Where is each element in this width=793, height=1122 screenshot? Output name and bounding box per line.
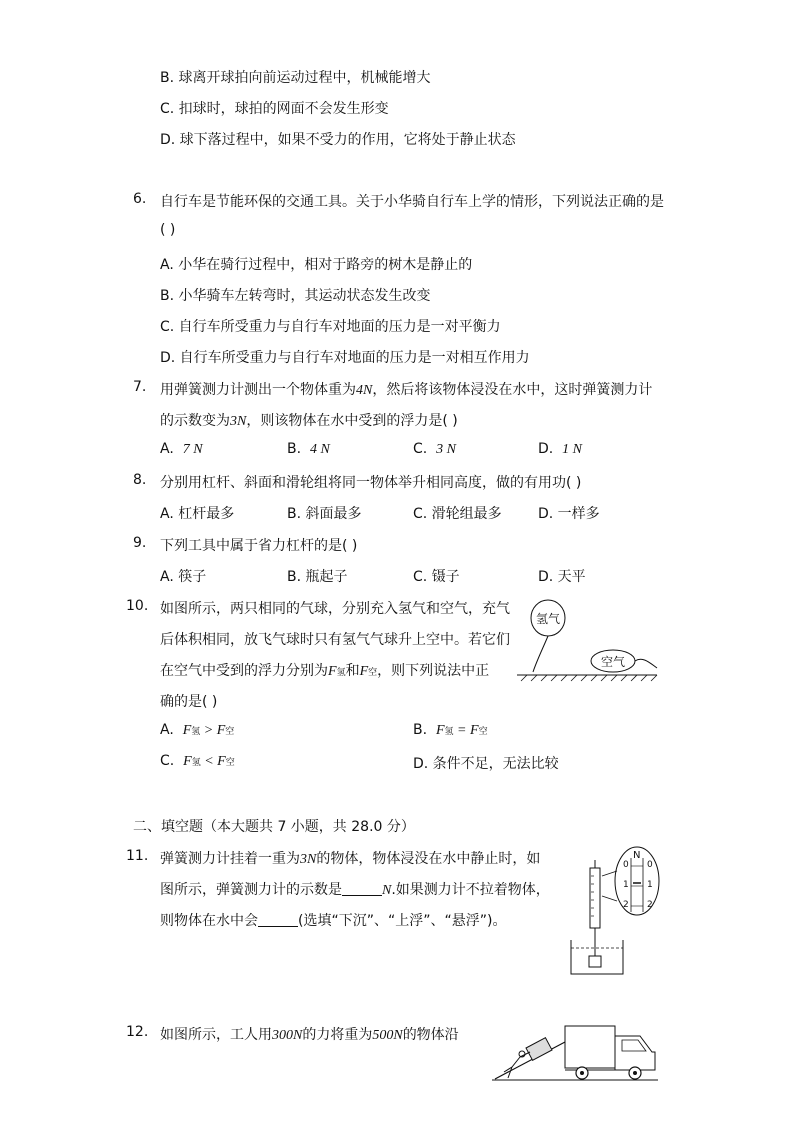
q9-number: 9. (133, 535, 147, 551)
q7-option-d: D. 1 N (538, 441, 582, 457)
q7-option-b: B. 4 N (287, 441, 330, 457)
truck-cargo (565, 1026, 615, 1068)
ground-hatching (521, 675, 657, 681)
air-balloon-string (635, 659, 657, 668)
air-label: 空气 (601, 655, 626, 669)
q10-stem-line1: 如图所示，两只相同的气球，分别充入氢气和空气，充气 (160, 601, 510, 617)
q10-stem-line4: 确的是( ) (160, 694, 218, 710)
submerged-object (589, 956, 601, 967)
q5-option-d: D. 球下落过程中，如果不受力的作用，它将处于静止状态 (160, 132, 516, 148)
q10-option-a: A. F氢 > F空 (160, 722, 235, 738)
q9-option-d: D. 天平 (538, 569, 586, 585)
truck-cab (615, 1036, 655, 1070)
q8-option-d: D. 一样多 (538, 506, 600, 522)
q8-option-a: A. 杠杆最多 (160, 506, 235, 522)
q10-option-d: D. 条件不足，无法比较 (413, 756, 559, 772)
q10-option-c: C. F氢 < F空 (160, 753, 235, 769)
q11-number: 11. (126, 848, 149, 864)
q7-stem-line2: 的示数变为3N，则该物体在水中受到的浮力是( ) (160, 413, 458, 429)
q5-option-b: B. 球离开球拍向前运动过程中，机械能增大 (160, 70, 431, 86)
scale-tick-0-right: 0 (647, 860, 653, 870)
q6-option-a: A. 小华在骑行过程中，相对于路旁的树木是静止的 (160, 257, 473, 273)
worker (504, 1051, 530, 1078)
q7-option-a: A. 7 N (160, 441, 203, 457)
scale-tick-1-right: 1 (647, 880, 653, 890)
q7-number: 7. (133, 379, 147, 395)
q5-option-c: C. 扣球时，球拍的网面不会发生形变 (160, 101, 389, 117)
q6-number: 6. (133, 191, 147, 207)
q8-stem: 分别用杠杆、斜面和滑轮组将同一物体举升相同高度，做的有用功( ) (160, 475, 582, 491)
q9-option-b: B. 瓶起子 (287, 569, 348, 585)
q9-stem: 下列工具中属于省力杠杆的是( ) (160, 538, 358, 554)
q6-option-c: C. 自行车所受重力与自行车对地面的压力是一对平衡力 (160, 319, 501, 335)
q9-option-c: C. 镊子 (413, 569, 460, 585)
hydrogen-label: 氢气 (536, 612, 561, 626)
q6-stem-line1: 自行车是节能环保的交通工具。关于小华骑自行车上学的情形，下列说法正确的是 (160, 194, 664, 210)
q11-stem-line3: 则物体在水中会 (选填“下沉”、“上浮”、“悬浮”)。 (160, 913, 507, 929)
q10-option-b: B. F氢 = F空 (413, 722, 488, 738)
load-box (526, 1038, 552, 1061)
q10-stem-line2: 后体积相同，放飞气球时只有氢气气球升上空中。若它们 (160, 632, 510, 648)
q12-stem-line1: 如图所示，工人用300N的力将重为500N的物体沿 (160, 1027, 459, 1043)
q10-stem-line3: 在空气中受到的浮力分别为F氢和F空，则下列说法中正 (160, 663, 490, 679)
answer-blank-1[interactable] (342, 881, 382, 896)
truck-ramp-figure (490, 1022, 660, 1084)
q9-option-a: A. 筷子 (160, 569, 207, 585)
q8-option-b: B. 斜面最多 (287, 506, 362, 522)
q11-stem-line2: 图所示，弹簧测力计的示数是 N.如果测力计不拉着物体， (160, 882, 550, 898)
q11-stem-line1: 弹簧测力计挂着一重为3N的物体，物体浸没在水中静止时，如 (160, 851, 541, 867)
scale-tick-1-left: 1 (623, 880, 629, 890)
q6-option-d: D. 自行车所受重力与自行车对地面的压力是一对相互作用力 (160, 350, 530, 366)
q8-option-c: C. 滑轮组最多 (413, 506, 502, 522)
answer-blank-2[interactable] (258, 912, 298, 927)
scale-tick-2-right: 2 (647, 900, 653, 910)
scale-unit: N (633, 850, 641, 861)
q6-stem-line2: ( ) (160, 222, 176, 238)
hydrogen-balloon-string (533, 636, 548, 672)
scale-tick-2-left: 2 (623, 900, 629, 910)
q7-option-c: C. 3 N (413, 441, 456, 457)
q6-option-b: B. 小华骑车左转弯时，其运动状态发生改变 (160, 288, 431, 304)
q12-number: 12. (126, 1024, 149, 1040)
q8-number: 8. (133, 472, 147, 488)
q10-number: 10. (126, 598, 149, 614)
scale-tick-0-left: 0 (623, 860, 629, 870)
section-heading: 二、填空题（本大题共 7 小题，共 28.0 分） (133, 819, 415, 835)
q7-stem-line1: 用弹簧测力计测出一个物体重为4N，然后将该物体浸没在水中，这时弹簧测力计 (160, 382, 653, 398)
spring-scale-body (590, 868, 600, 928)
